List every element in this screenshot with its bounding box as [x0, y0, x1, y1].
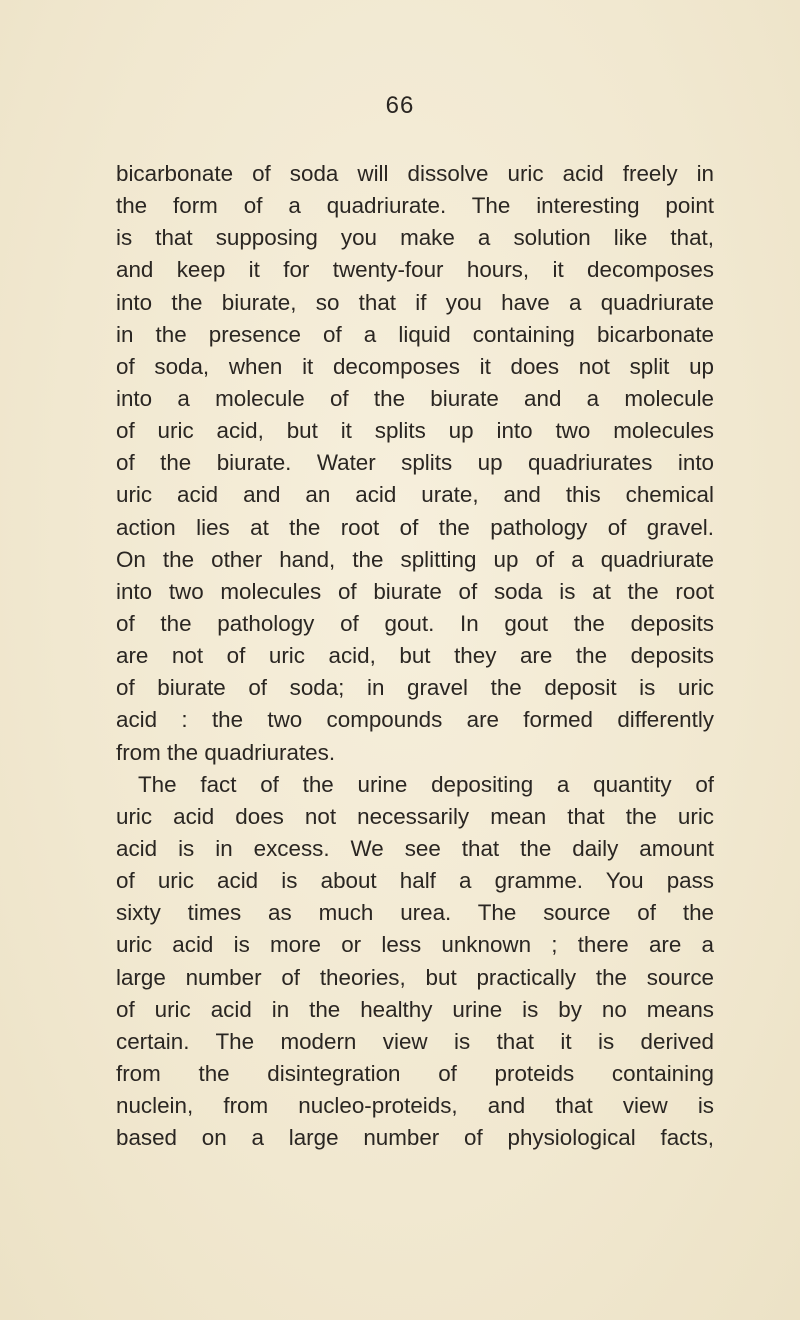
text-line: nuclein, from nucleo-proteids, and that view is — [116, 1093, 714, 1119]
text-line: sixty times as much urea. The source of the — [116, 900, 714, 926]
text-line: uric acid does not necessarily mean that the uric — [116, 803, 714, 829]
text-line: the form of a quadriurate. The interesting point — [116, 193, 714, 219]
text-line: are not of uric acid, but they are the deposits — [116, 643, 714, 669]
text-line: of uric acid is about half a gramme. You pass — [116, 868, 714, 894]
text-line: action lies at the root of the pathology of gravel. — [116, 514, 714, 540]
text-line: acid : the two compounds are formed differently — [116, 707, 714, 733]
text-line: is that supposing you make a solution like that, — [116, 225, 714, 251]
text-line: based on a large number of physiological facts, — [116, 1125, 714, 1151]
text-line: into a molecule of the biurate and a molecule — [116, 385, 714, 411]
text-line: bicarbonate of soda will dissolve uric acid freely in — [116, 161, 714, 186]
text-line: from the disintegration of proteids containing — [116, 1060, 714, 1086]
text-line: uric acid and an acid urate, and this chemical — [116, 482, 714, 508]
text-line: from the quadriurates. — [116, 739, 336, 765]
text-line: large number of theories, but practically the source — [116, 964, 714, 990]
text-line: of the pathology of gout. In gout the deposits — [116, 610, 714, 636]
paragraph — [116, 769, 714, 1155]
page-number: 66 — [385, 92, 415, 119]
text-line: certain. The modern view is that it is derived — [116, 1028, 714, 1054]
paragraph — [116, 158, 714, 769]
text-line: of uric acid, but it splits up into two molecules — [116, 418, 714, 444]
body-text — [116, 158, 714, 1154]
text-line: acid is in excess. We see that the daily amount — [116, 835, 714, 861]
text-line: into two molecules of biurate of soda is at the root — [116, 578, 714, 604]
text-line: The fact of the urine depositing a quantity of — [138, 771, 714, 797]
text-line: of biurate of soda; in gravel the deposit is uric — [116, 675, 714, 701]
text-line: of soda, when it decomposes it does not split up — [116, 353, 714, 379]
text-line: On the other hand, the splitting up of a quadriurate — [116, 546, 714, 572]
text-line: uric acid is more or less unknown ; there are a — [116, 932, 714, 958]
text-line: and keep it for twenty-four hours, it decomposes — [116, 257, 714, 283]
text-line: into the biurate, so that if you have a quadriurate — [116, 289, 714, 315]
text-line: in the presence of a liquid containing bicarbonate — [116, 321, 714, 347]
text-line: of the biurate. Water splits up quadriurates into — [116, 450, 714, 476]
text-line: of uric acid in the healthy urine is by no means — [116, 996, 714, 1022]
